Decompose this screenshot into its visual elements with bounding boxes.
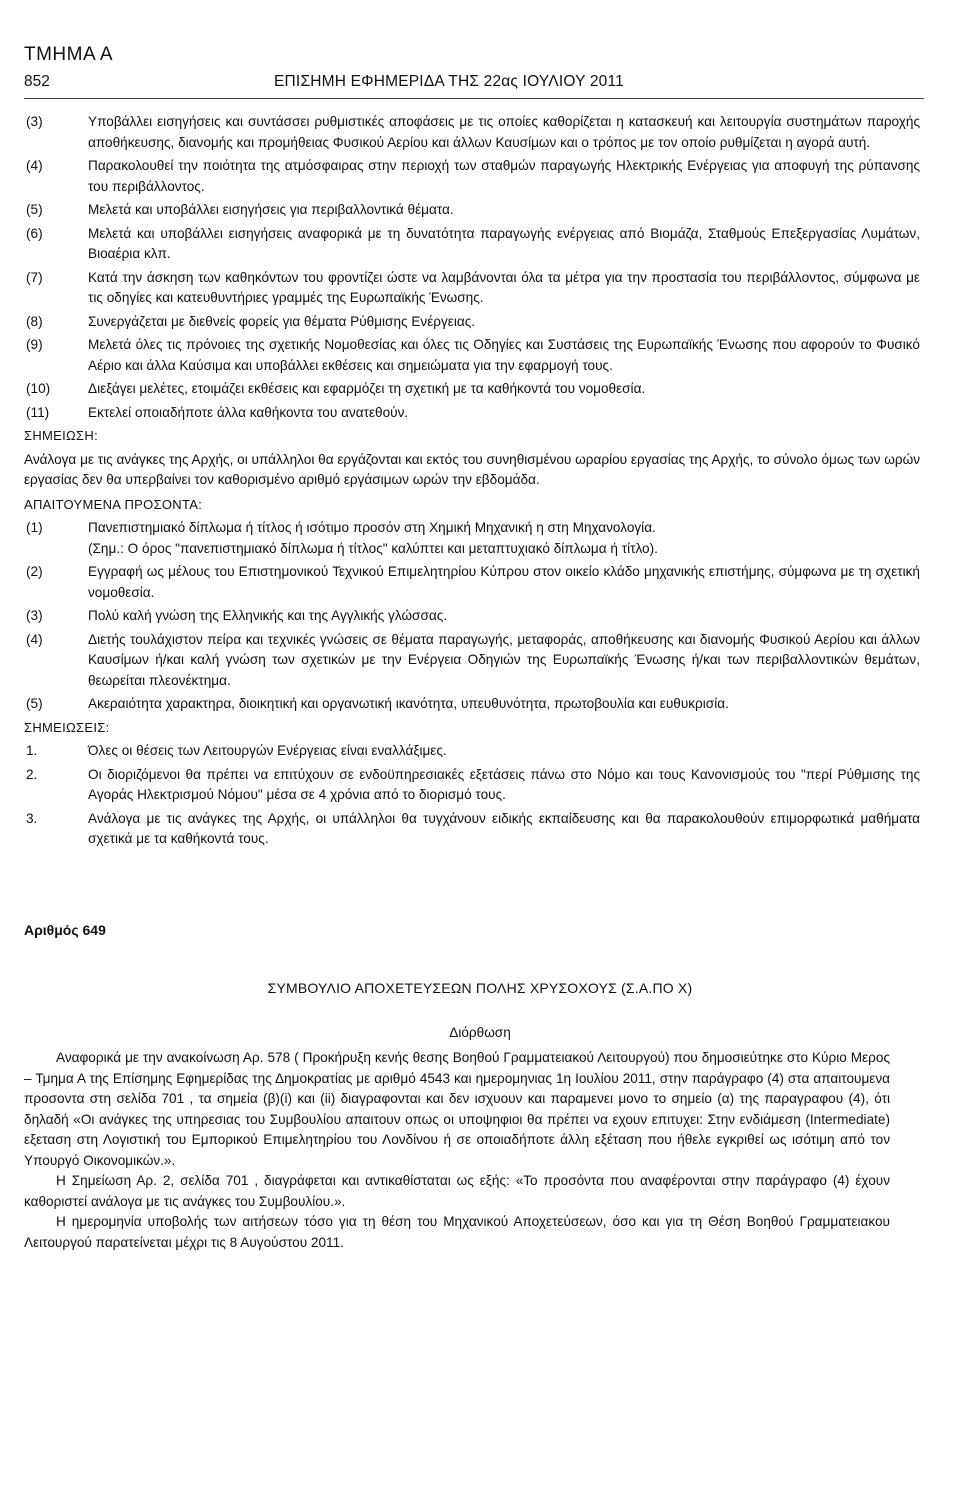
notice-paragraph: Η Σημείωση Αρ. 2, σελίδα 701 , διαγράφεται και αντικαθίσταται ως εξής: «Το προσόντα που αναφέρονται στην παράγραφο (4) έχουν καθοριστεί ανάλογα με τις ανάγκες του Συμβουλίου.». [24,1173,890,1209]
item-text: Μελετά όλες τις πρόνοιες της σχετικής Νομοθεσίας και όλες τις Οδηγίες και Συστάσεις της Ευρωπαϊκής Ένωσης που αφορούν το Φυσικό Αέριο και άλλα Καύσιμα και υποβάλλει εκθέσεις και σημειώματα για την εφαρμογή τους. [88,337,920,373]
item-text: Παρακολουθεί την ποιότητα της ατμόσφαιρας στην περιοχή των σταθμών παραγωγής Ηλεκτρικής Ενέργειας για αποφυγή της ρύπανσης του περιβάλλοντος. [88,158,920,194]
list-item [24,312,920,333]
running-title: ΕΠΙΣΗΜΗ ΕΦΗΜΕΡΙΔΑ ΤΗΣ 22ας ΙΟΥΛΙΟΥ 2011 [274,73,624,90]
list-item [24,694,920,715]
list-item [24,518,920,559]
list-item [24,112,920,153]
item-number: 2. [26,766,38,782]
section-label: ΤΜΗΜΑ Α [24,44,114,65]
list-item [24,335,920,376]
notes-heading: ΣΗΜΕΙΩΣΕΙΣ: [24,719,110,735]
list-item [24,403,920,424]
notice-body [24,1048,890,1253]
list-item [24,379,920,400]
item-number: (7) [26,269,43,285]
item-text: Μελετά και υποβάλλει εισηγήσεις αναφορικά με τη δυνατότητα παραγωγής ενέργειας από Βιομάζα, Σταθμούς Επεξεργασίας Λυμάτων, Βιοαέρια κλπ. [88,225,920,261]
header-divider [24,98,924,99]
item-number: (5) [26,202,43,217]
page-number: 852 [24,73,50,90]
requirements-heading: ΑΠΑΙΤΟΥΜΕΝΑ ΠΡΟΣΟΝΤΑ: [24,496,203,512]
item-number: (1) [26,520,43,535]
list-item [24,630,920,692]
item-text: Μελετά και υποβάλλει εισηγήσεις για περιβαλλοντικά θέματα. [88,202,454,217]
item-number: (3) [26,608,43,623]
item-text: Ανάλογα με τις ανάγκες της Αρχής, οι υπάλληλοι θα τυγχάνουν ειδικής εκπαίδευσης και θα παρακολουθούν επιμορφωτικά μαθήματα σχετικά με τα καθήκοντά τους. [88,810,920,846]
item-text: Διεξάγει μελέτες, ετοιμάζει εκθέσεις και εφαρμόζει τη σχετική με τα καθήκοντά του νομοθεσία. [88,381,646,396]
notice-title: ΣΥΜΒΟΥΛΙΟ ΑΠΟΧΕΤΕΥΣΕΩΝ ΠΟΛΗΣ ΧΡΥΣΟΧΟΥΣ (Σ.Α.ΠΟ Χ) [267,980,693,996]
list-item [24,765,920,806]
item-number: 3. [26,810,38,826]
item-number: (9) [26,337,43,352]
list-item [24,741,920,762]
item-number: 1. [26,743,38,758]
item-number: (2) [26,564,43,579]
item-text: Κατά την άσκηση των καθηκόντων του φροντίζει ώστε να λαμβάνονται όλα τα μέτρα για την προστασία του περιβάλλοντος, σύμφωνα με τις οδηγίες και κατευθυντήριες γραμμές της Ευρωπαϊκής Ένωσης. [88,269,920,305]
notice-paragraph: Η ημερομηνία υποβολής των αιτήσεων τόσο για τη θέση του Μηχανικού Αποχετεύσεων, όσο και για τη Θέση Βοηθού Γραμματειακου Λειτουργού παρατείνεται μέχρι τις 8 Αυγούστου 2011. [24,1214,890,1250]
item-number: (4) [26,158,43,173]
item-text: Όλες οι θέσεις των Λειτουργών Ενέργειας είναι εναλλάξιμες. [88,743,447,758]
item-text: Εκτελεί οποιαδήποτε άλλα καθήκοντα του ανατεθούν. [88,404,409,420]
item-text: Συνεργάζεται με διεθνείς φορείς για θέματα Ρύθμισης Ενέργειας. [88,313,476,329]
item-number: (4) [26,631,43,647]
item-text: Διετής τουλάχιστον πείρα και τεχνικές γνώσεις σε θέματα παραγωγής, μεταφοράς, αποθήκευσης και διανομής Φυσικού Αερίου και άλλων Καυσίμων ή/και καλή γνώση των σχετικών με την Ενέργεια Οδηγιών της Ευρωπαϊκής Ένωσης ή/και των περιβαλλοντικών θεμάτων, θεωρείται πλεονέκτημα. [88,631,920,688]
item-number: (6) [26,225,43,241]
list-item [24,606,920,627]
item-number: (3) [26,114,43,129]
notice-paragraph: Αναφορικά με την ανακοίνωση Αρ. 578 ( Προκήρυξη κενής θεσης Βοηθού Γραμματειακού Λειτουργού) που δημοσιεύτηκε στο Κύριο Μερος – Τμημα Α της Επίσημης Εφημερίδας της Δημοκρατίας με αριθμό 4543 και ημερομηνιας 1η Ιουλίου 2011, στην παράγραφο (4) στα απαιτουμενα προσοντα στη σελίδα 701 , τα σημεία (β)(i) και (ii) διαγραφονται και δεν ισχυουν και παραμενει μονο το σημείο (α) της παραγραφου (4), ότι δηλαδή «Οι ανάγκες της υπηρεσιας του Συμβουλίου απαιτουν οπως οι υποψηφιοι θα πρέπει να εχουν επιτυχει: Στην ενδιάμεση (Intermediate) εξεταση στη Λογιστική του Εμπορικού Επιμελητηρίου του Λονδίνου ή σε οποιαδήποτε άλλη εξέταση που ήθελε εγκριθεί ως ισότιμη από τον Υπουργό Οικονομικών.». [24,1050,890,1168]
notice-subtitle: Διόρθωση [449,1025,511,1040]
duties-section [24,112,920,853]
item-number: (5) [26,696,43,711]
list-item [24,562,920,603]
item-number: (11) [26,404,50,420]
list-item [24,268,920,309]
item-subnote: (Σημ.: Ο όρος "πανεπιστημιακό δίπλωμα ή τίτλος" καλύπτει και μεταπτυχιακό δίπλωμα ή τίτλο). [88,540,658,556]
list-item [24,809,920,850]
item-text: Ακεραιότητα χαρακτηρα, διοικητική και οργανωτική ικανότητα, υπευθυνότητα, πρωτοβουλία και ευθυκρισία. [88,696,729,711]
note-heading: ΣΗΜΕΙΩΣΗ: [24,428,98,443]
note-text: Ανάλογα με τις ανάγκες της Αρχής, οι υπάλληλοι θα εργάζονται και εκτός του συνηθισμένου ωραρίου εργασίας της Αρχής, το σύνολο όμως των ωρών εργασίας δεν θα υπερβαίνει τον καθορισμένο αριθμό εργάσιμων ωρών την εβδομάδα. [24,451,920,487]
item-text: Πανεπιστημιακό δίπλωμα ή τίτλος ή ισότιμο προσόν στη Χημική Μηχανική η στη Μηχανολογία. [88,520,656,535]
item-number: (8) [26,313,43,329]
notice-number: Αριθμός 649 [24,922,106,938]
item-text: Οι διοριζόμενοι θα πρέπει να επιτύχουν σε ενδοϋπηρεσιακές εξετάσεις πάνω στο Νόμο και τους Κανονισμούς του "περί Ρύθμισης της Αγοράς Ηλεκτρισμού Νόμου" μέσα σε 4 χρόνια από το διορισμό τους. [88,766,920,802]
list-item [24,200,920,221]
list-item [24,156,920,197]
item-text: Υποβάλλει εισηγήσεις και συντάσσει ρυθμιστικές αποφάσεις με τις οποίες καθορίζεται η κατασκευή και λειτουργία συστημάτων παροχής αποθήκευσης, διανομής και προμήθειας Φυσικού Αερίου και άλλων Καυσίμων και ο τρόπος με τον οποίο ρυθμίζεται η αγορά αυτή. [88,114,920,150]
item-number: (10) [26,381,51,396]
list-item [24,224,920,265]
item-text: Πολύ καλή γνώση της Ελληνικής και της Αγγλικής γλώσσας. [88,608,448,623]
item-text: Εγγραφή ως μέλους του Επιστημονικού Τεχνικού Επιμελητηρίου Κύπρου στον οικείο κλάδο μηχανικής επιστήμης, σύμφωνα με τη σχετική νομοθεσία. [88,564,920,600]
